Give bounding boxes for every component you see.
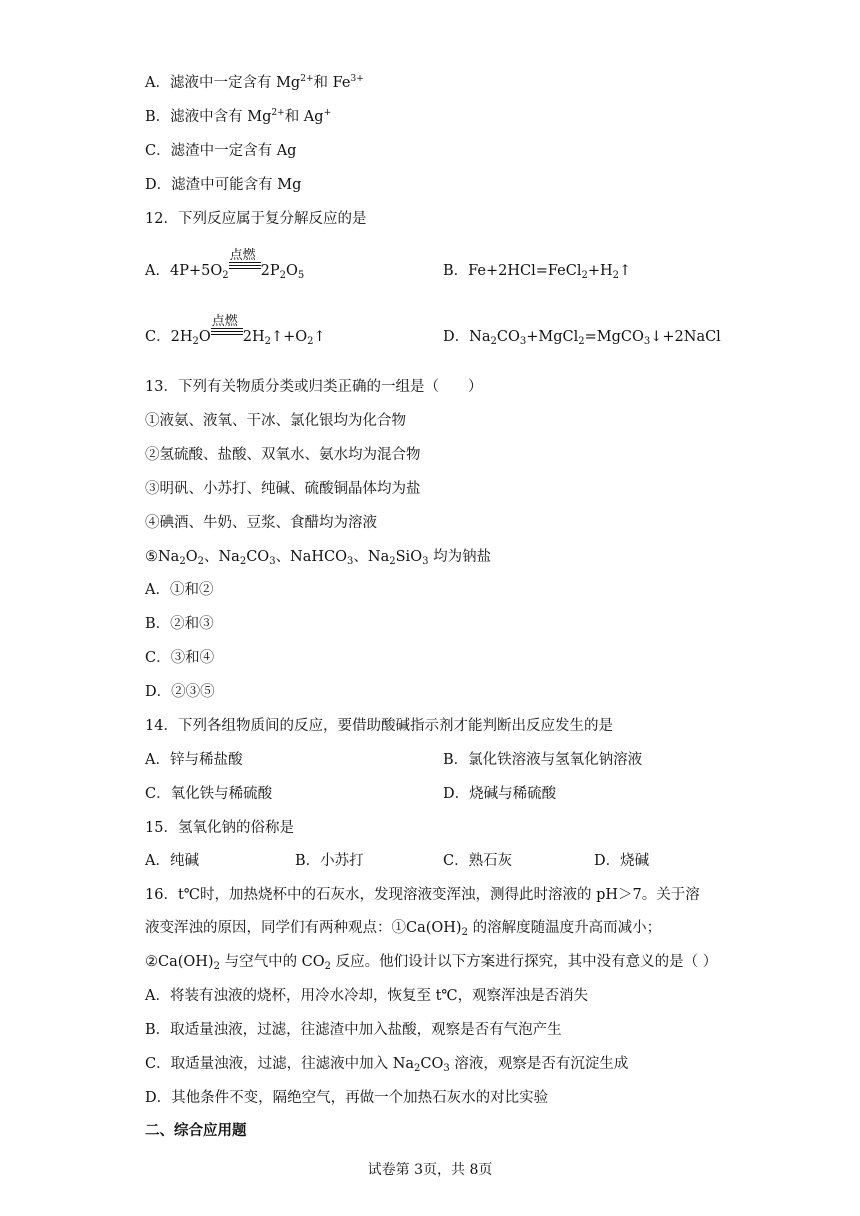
q14-option-d: D．烧碱与稀硫酸 [443,786,557,802]
q14-stem: 14．下列各组物质间的反应，要借助酸碱指示剂才能判断出反应发生的是 [145,718,613,734]
q11-option-a: A．滤液中一定含有 $Mg^{2+}$和 $Fe^{3+}$ [145,74,364,91]
q16-stem-line-2: 液变浑浊的原因，同学们有两种观点：$①Ca(OH)_2$ 的溶解度随温度升高而减小； [145,920,662,938]
q13-option-b: B．②和③ [145,616,214,632]
q15-stem: 15．氢氧化钠的俗称是 [145,820,294,836]
q13-statement-5: $⑤Na_2O_2$、$Na_2CO_3$、NaHCO$_3$、$Na_2SiO_3$ 均为钠盐 [145,549,492,567]
q11-option-b: B．滤液中含有 $Mg^{2+}$和 Ag+ [145,108,332,125]
q16-stem-line-1: 16．t℃时，加热烧杯中的石灰水，发现溶液变浑浊，测得此时溶液的 pH＞7。关于溶 [145,887,700,903]
q15-option-a: A．纯碱 [145,853,199,869]
q13-stem: 13．下列有关物质分类或归类正确的一组是（ ） [145,379,483,395]
q12-option-b: B．$Fe+2HCl=FeCl_2+H_2↑$ [443,263,632,281]
q12-stem: 12．下列反应属于复分解反应的是 [145,211,367,227]
q15-option-b: B．小苏打 [295,853,364,869]
q14-option-b: B．氯化铁溶液与氢氧化钠溶液 [443,752,643,768]
ignition-condition: 点燃 [229,261,261,281]
q14-option-c: C．氧化铁与稀硫酸 [145,786,273,802]
q13-option-c: C．③和④ [145,650,215,666]
q15-option-c: C．熟石灰 [443,853,513,869]
q14-option-a: A．锌与稀盐酸 [145,752,243,768]
q13-statement-2: ②氢硫酸、盐酸、双氧水、氨水均为混合物 [145,447,421,463]
q11-option-c: C．滤渣中一定含有 Ag [145,143,297,159]
section-heading: 二、综合应用题 [145,1122,247,1139]
q15-option-d: D．烧碱 [594,853,650,869]
q12-option-a: A．$4P+5O_2$ 点燃 $2P_2O_5$ [145,248,305,281]
q13-statement-1: ①液氨、液氧、干冰、氯化银均为化合物 [145,413,406,429]
q13-option-d: D．②③⑤ [145,684,215,700]
page-footer: 试卷第 3页，共 8页 [367,1162,493,1178]
q16-option-d: D．其他条件不变，隔绝空气，再做一个加热石灰水的对比实验 [145,1090,549,1106]
q13-statement-3: ③明矾、小苏打、纯碱、硫酸铜晶体均为盐 [145,481,421,497]
q12-option-d: D．$Na_2CO_3+MgCl_2=MgCO_3↓+2NaCl$ [443,329,721,347]
q13-statement-4: ④碘酒、牛奶、豆浆、食醋均为溶液 [145,515,377,531]
q16-option-b: B．取适量浊液，过滤，往滤渣中加入盐酸，观察是否有气泡产生 [145,1022,562,1038]
ignition-condition: 点燃 [211,327,243,347]
q13-option-a: A．①和② [145,582,214,598]
q11-option-d: D．滤渣中可能含有 Mg [145,177,302,193]
q16-stem-line-3: $②Ca(OH)_2$ 与空气中的 $CO_2$ 反应。他们设计以下方案进行探究，其中没有意义的是（ ） [145,954,718,972]
q16-option-a: A．将装有浊液的烧杯，用冷水冷却，恢复至 t℃，观察浑浊是否消失 [145,988,589,1004]
q16-option-c: C．取适量浊液，过滤，往滤液中加入 $Na_2CO_3$ 溶液，观察是否有沉淀生成 [145,1056,629,1074]
q12-option-c: C．$2H_2O$ 点燃 $2H_2↑+O_2↑$ [145,314,326,347]
